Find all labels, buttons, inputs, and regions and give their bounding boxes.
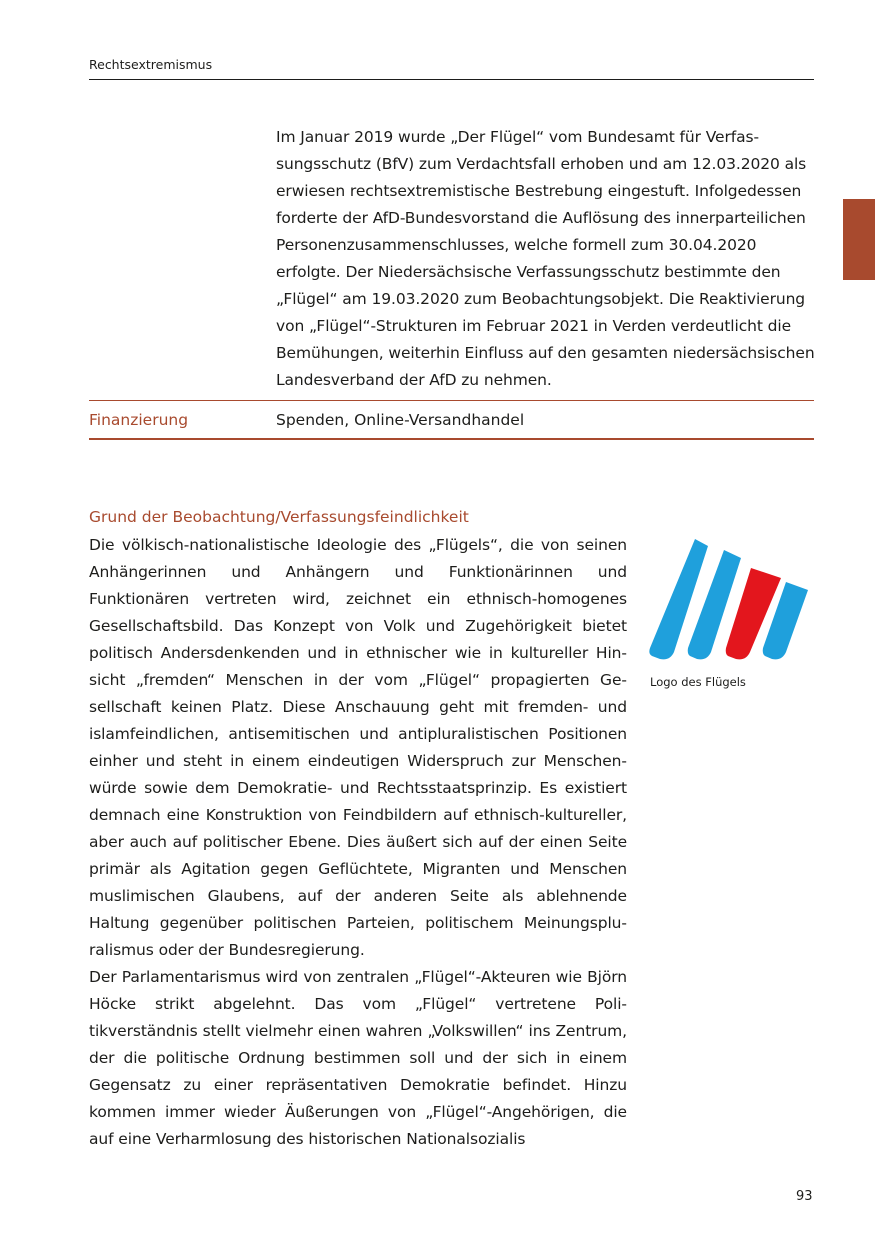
figure-caption: Logo des Flügels [650, 675, 746, 689]
fluegel-logo [648, 536, 810, 662]
running-head: Rechtsextremismus [89, 57, 213, 72]
table-previous-cell: Im Januar 2019 wurde „Der Flügel“ vom Bundesamt für Verfassungsschutz (BfV) zum Verdachtsfall erhoben und am 12.03.2020 als erwiesen rechtsextremistische Bestrebung eingestuft. Infolgedessen forderte der AfD-Bundesvorstand die Auflösung des innerparteilichen Personenzusammenschlusses, welche formell zum 30.04.2020 erfolgte. Der Niedersächsische Verfassungsschutz bestimmte den „Flügel“ am 19.03.2020 zum Beobachtungsobjekt. Die Reaktivierung von „Flügel“-Strukturen im Februar 2021 in Verden verdeutlicht die Bemühungen, weiterhin Einfluss auf den gesamten niedersächsischen Landesverband der AfD zu nehmen. [276, 128, 815, 389]
paragraph: Die völkisch-nationalistische Ideologie des „Flügels“, die von seinen Anhängerinnen und Anhängern und Funktionärinnen und Funktionären vertreten wird, zeichnet ein ethnisch-homogenes Gesellschaftsbild. Das Konzept von Volk und Zugehörigkeit bietet politisch Andersdenkenden und in ethnischer wie in kultureller Hinsicht „fremden“ Menschen in der vom „Flügel“ propagierten Gesellschaft keinen Platz. Diese Anschauung geht mit fremden- und islamfeindlichen, antisemitischen und antipluralistischen Positionen einher und steht in einem eindeutigen Widerspruch zur Menschenwürde sowie dem Demokratie- und Rechtsstaatsprinzip. Es existiert demnach eine Konstruktion von Feindbildern auf ethnisch-kultureller, aber auch auf politischer Ebene. Dies äußert sich auf der einen Seite primär als Agitation gegen Geflüchtete, Migranten und Menschen muslimischen Glaubens, auf der anderen Seite als ablehnende Haltung gegenüber politischen Parteien, politischem Meinungspluralismus oder der Bundesregierung. [89, 536, 627, 959]
chapter-side-tab [843, 199, 875, 280]
header-rule [89, 79, 814, 80]
table-rule [89, 400, 814, 401]
table-row-label: Finanzierung [89, 411, 189, 429]
body-text [89, 532, 627, 1153]
paragraph: Der Parlamentarismus wird von zentralen „Flügel“-Akteuren wie Björn Höcke strikt abgelehnt. Das vom „Flügel“ vertretene Politikverständnis stellt vielmehr einen wahren „Volkswillen“ ins Zentrum, der die politische Ordnung bestimmen soll und der sich in einem Gegensatz zu einer repräsentativen Demokratie befindet. Hinzu kommen immer wieder Äußerungen von „Flügel“-Angehörigen, die auf eine Verharmlosung des historischen Nationalsozialis [89, 968, 627, 1148]
table-bottom-rule [89, 438, 814, 440]
section-heading: Grund der Beobachtung/Verfassungsfeindlichkeit [89, 508, 469, 526]
table-row-value: Spenden, Online-Versandhandel [276, 411, 525, 429]
page-number: 93 [796, 1189, 813, 1204]
